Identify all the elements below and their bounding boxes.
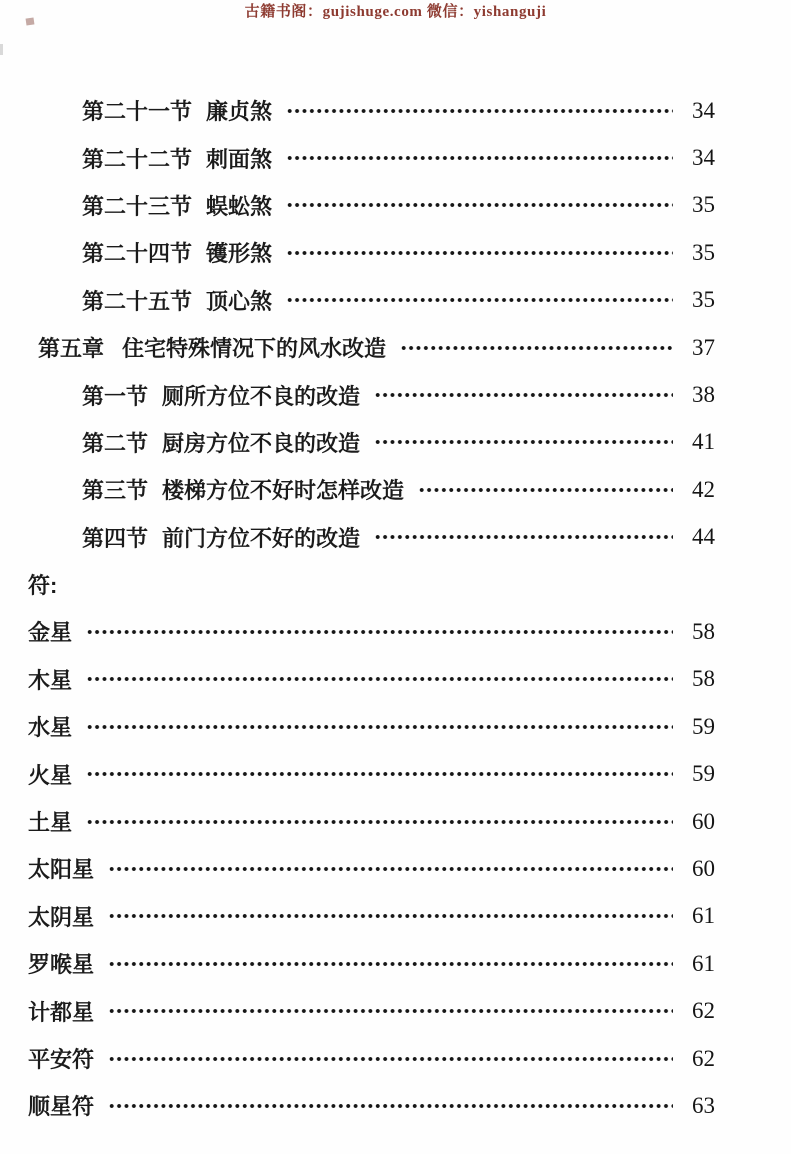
entry-page-number: 34 [692,97,715,123]
dot-leader [374,371,673,418]
entry-label: 符: [28,573,58,599]
entry-label: 计都星 [28,999,95,1025]
toc-entry [0,893,791,940]
dot-leader [108,893,673,940]
toc-entry [0,987,791,1034]
entry-label: 平安符 [28,1047,95,1072]
entry-title: 厕所方位不良的改造 [162,383,361,409]
entry-label: 土星 [28,810,73,836]
entry-label: 火星 [28,762,73,788]
toc-entry [0,419,791,466]
entry-label: 第二十二节 [82,146,193,172]
entry-label: 顺星符 [28,1094,95,1120]
dot-leader [108,940,673,987]
watermark: 古籍书阁：gujishuge.com 微信：yishanguji [244,4,547,20]
entry-label: 第二十五节 [82,288,193,314]
dot-leader [400,324,673,371]
entry-label: 第五章 [38,336,105,362]
entry-page-number: 37 [692,334,715,360]
toc-entry [0,750,791,797]
toc-entry [0,561,791,608]
entry-page-number: 63 [692,1092,715,1118]
entry-label: 木星 [28,667,73,693]
toc-entry [0,87,791,134]
toc-entry [0,182,791,229]
entry-label: 第三节 [82,478,149,504]
entry-title: 楼梯方位不好时怎样改造 [162,478,405,504]
dot-leader [108,845,673,892]
toc-entry [0,324,791,371]
entry-label: 罗喉星 [28,952,95,978]
entry-label: 金星 [28,620,73,646]
dot-leader [286,182,673,229]
dot-leader [418,466,673,513]
entry-title: 镬形煞 [206,241,273,267]
toc-entry [0,608,791,655]
entry-label: 第二十四节 [82,241,193,267]
entry-label: 第一节 [82,383,149,409]
toc-list [0,87,791,1130]
entry-page-number: 42 [692,476,715,502]
dot-leader [86,703,673,750]
entry-page-number: 60 [692,855,715,881]
entry-page-number: 35 [692,192,715,218]
dot-leader [86,656,673,703]
entry-title: 廉贞煞 [206,99,273,125]
entry-page-number: 62 [692,1045,715,1071]
entry-title: 住宅特殊情况下的风水改造 [122,336,387,362]
toc-entry [0,798,791,845]
dot-leader [286,134,673,181]
entry-page-number: 35 [692,287,715,313]
dot-leader [108,1035,673,1082]
dot-leader [108,987,673,1034]
toc-entry [0,656,791,703]
entry-title: 刺面煞 [206,146,273,172]
dot-leader [286,277,673,324]
entry-page-number: 41 [692,429,715,455]
entry-page-number: 60 [692,808,715,834]
entry-page-number: 62 [692,998,715,1024]
entry-page-number: 34 [692,145,715,171]
entry-title: 厨房方位不良的改造 [162,430,361,456]
entry-page-number: 59 [692,713,715,739]
entry-page-number: 35 [692,239,715,265]
toc-entry [0,1035,791,1082]
entry-label: 第二十三节 [82,193,193,219]
toc-entry [0,845,791,892]
toc-entry [0,1082,791,1129]
toc-entry [0,134,791,181]
toc-entry [0,371,791,418]
entry-label: 第二节 [82,430,149,456]
scan-artifact [26,17,35,25]
entry-label: 第四节 [82,525,149,551]
dot-leader [86,798,673,845]
entry-page-number: 58 [692,618,715,644]
entry-page-number: 38 [692,382,715,408]
dot-leader [286,87,673,134]
dot-leader [86,608,673,655]
toc-entry [0,466,791,513]
scan-artifact [0,44,3,55]
entry-title: 前门方位不好的改造 [162,525,361,551]
dot-leader [286,229,673,276]
entry-title: 蜈蚣煞 [206,193,273,219]
dot-leader [374,419,673,466]
toc-entry [0,229,791,276]
entry-label: 第二十一节 [82,99,193,125]
entry-page-number: 61 [692,903,715,929]
entry-label: 太阳星 [28,857,95,883]
entry-title: 顶心煞 [206,288,273,314]
toc-entry [0,277,791,324]
toc-entry [0,703,791,750]
dot-leader [86,750,673,797]
entry-label: 水星 [28,715,73,741]
toc-entry [0,514,791,561]
entry-label: 太阴星 [28,904,95,930]
entry-page-number: 58 [692,666,715,692]
entry-page-number: 61 [692,950,715,976]
entry-page-number: 44 [692,524,715,550]
entry-page-number: 59 [692,761,715,787]
toc-entry [0,940,791,987]
dot-leader [108,1082,673,1129]
dot-leader [374,514,673,561]
